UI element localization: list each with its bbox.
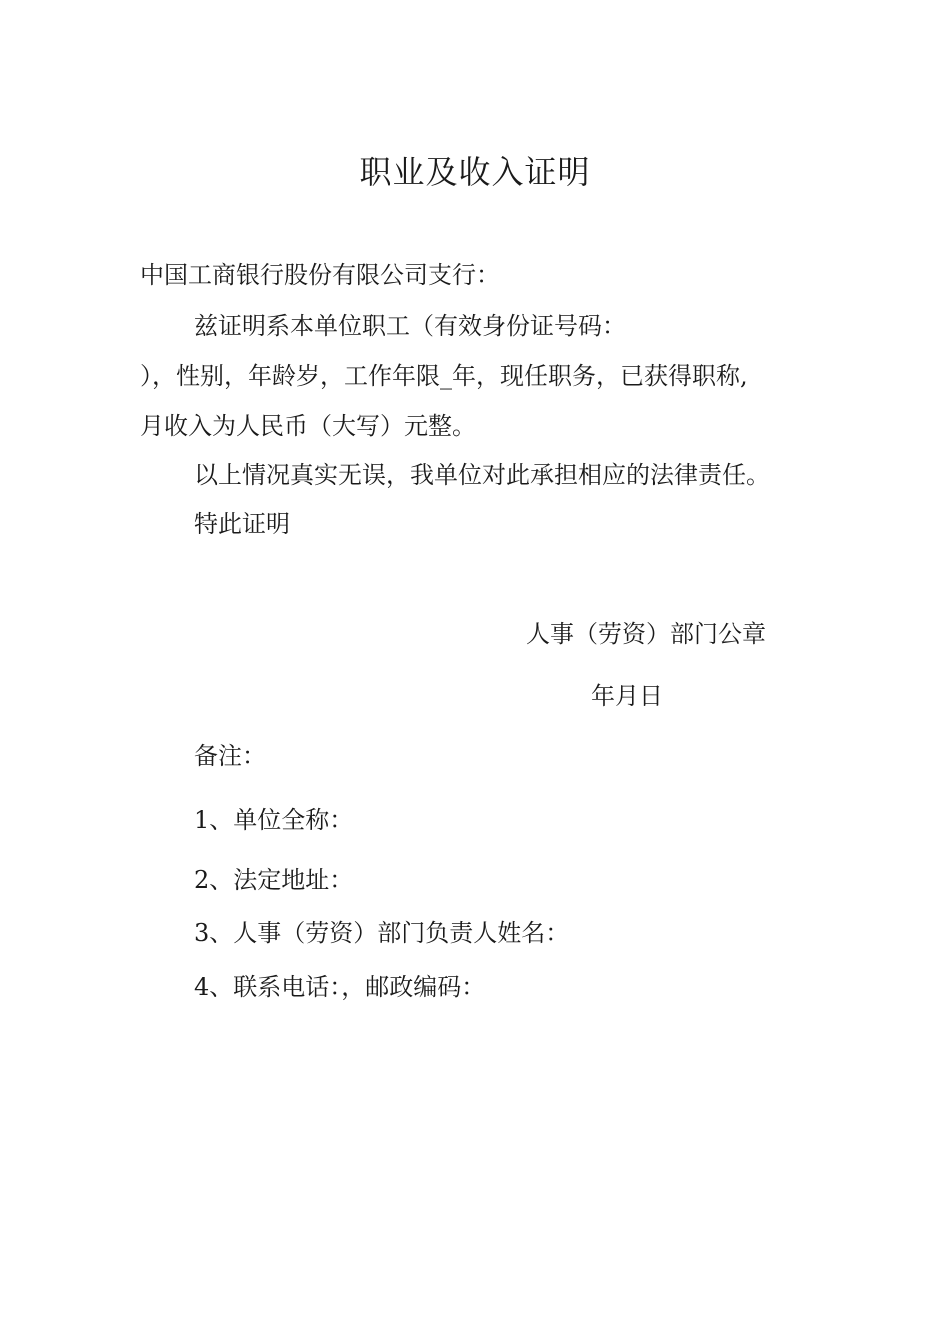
note-item: 1、单位全称：: [194, 806, 354, 834]
date-line: 年月日: [591, 682, 663, 710]
body-paragraph-1: 兹证明系本单位职工（有效身份证号码：: [194, 312, 626, 340]
addressee-line: 中国工商银行股份有限公司支行：: [140, 261, 500, 289]
note-item: 3、人事（劳资）部门负责人姓名：: [194, 919, 570, 947]
body-paragraph-1-cont: ），性别，年龄岁，工作年限_年，现任职务，已获得职称,: [140, 362, 748, 390]
body-paragraph-1-end: 月收入为人民币（大写）元整。: [140, 412, 476, 440]
notes-heading: 备注：: [194, 742, 266, 770]
closing-phrase: 特此证明: [194, 510, 290, 538]
note-item: 2、法定地址：: [194, 866, 354, 894]
note-item: 4、联系电话：，邮政编码：: [194, 973, 486, 1001]
document-title: 职业及收入证明: [359, 153, 591, 191]
seal-line: 人事（劳资）部门公章: [526, 620, 766, 648]
body-paragraph-2: 以上情况真实无误，我单位对此承担相应的法律责任。: [194, 461, 770, 489]
